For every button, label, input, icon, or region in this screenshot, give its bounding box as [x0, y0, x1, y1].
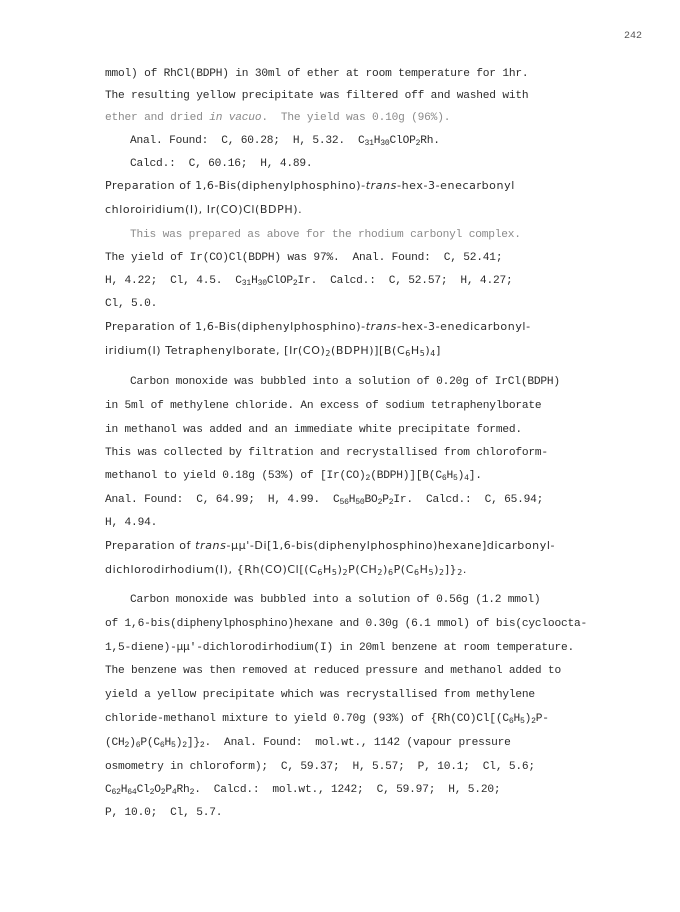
text-line [105, 469, 482, 483]
text-segment: The benzene was then removed at reduced pressure and methanol added to [105, 665, 561, 677]
text-line [130, 157, 312, 171]
subscript: 2 [149, 788, 155, 798]
text-line [105, 664, 561, 678]
text-segment: ) [129, 737, 136, 749]
text-segment: H [446, 470, 453, 482]
text-segment: H [164, 737, 172, 749]
text-segment: ether and dried [105, 112, 210, 124]
text-segment: Preparation of 1,6-Bis(diphenylphosphino)- [105, 320, 366, 333]
text-segment: H [419, 563, 429, 576]
text-segment: H [410, 344, 420, 357]
text-line [105, 320, 531, 334]
text-segment: This was collected by filtration and recrystallised from chloroform- [105, 447, 548, 459]
text-segment: H [120, 784, 128, 796]
text-segment: This was prepared as above for the rhodium carbonyl complex. [130, 229, 521, 241]
text-line [105, 516, 157, 530]
text-line [105, 539, 555, 553]
text-line [105, 423, 522, 437]
text-segment: ) [425, 344, 431, 357]
text-line [105, 712, 549, 726]
subscript: 6 [508, 717, 514, 727]
text-line [105, 297, 157, 311]
subscript: 2 [325, 348, 332, 358]
subscript: 2 [160, 788, 166, 798]
subscript: 31 [364, 139, 374, 149]
subscript: 2 [199, 741, 205, 751]
text-segment: P [382, 494, 389, 506]
text-segment: Rh. [420, 135, 440, 147]
text-segment: 1,5-diene)-μμ'-dichlorodirhodium(I) in 20ml benzene at room temperature. [105, 642, 574, 654]
subscript: 6 [135, 741, 141, 751]
text-segment: in 5ml of methylene chloride. An excess of sodium tetraphenylborate [105, 400, 542, 412]
subscript: 4 [464, 474, 469, 484]
subscript: 6 [413, 567, 420, 577]
text-segment: Cl [136, 784, 150, 796]
text-segment: -hex-3-enecarbonyl [397, 179, 515, 192]
subscript: 5 [520, 717, 525, 727]
text-segment: ) [175, 737, 183, 749]
subscript: 64 [127, 788, 137, 798]
text-segment: yield a yellow precipitate which was recrystallised from methylene [105, 689, 535, 701]
text-segment: The resulting yellow precipitate was filtered off and washed with [105, 90, 529, 102]
text-line [105, 806, 222, 820]
text-line [105, 399, 541, 413]
subscript: 2 [415, 139, 421, 149]
text-segment: Carbon monoxide was bubbled into a solution of 0.56g (1.2 mmol) [130, 594, 541, 606]
text-line [105, 111, 450, 125]
text-segment: Carbon monoxide was bubbled into a solution of 0.20g of IrCl(BDPH) [130, 376, 560, 388]
subscript: 5 [453, 474, 458, 484]
text-segment: Preparation of 1,6-Bis(diphenylphosphino)- [105, 179, 366, 192]
text-segment: . Anal. Found: mol.wt., 1142 (vapour pressure [204, 737, 511, 749]
text-segment: Ir. Calcd.: C, 65.94; [393, 494, 544, 506]
text-segment: C [105, 784, 112, 796]
subscript: 30 [380, 139, 390, 149]
text-segment: Calcd.: C, 60.16; H, 4.89. [130, 158, 313, 170]
subscript: 31 [241, 279, 252, 289]
text-segment: H [323, 563, 332, 576]
text-segment: Preparation of [105, 539, 196, 552]
text-line [105, 736, 511, 750]
text-segment: O [154, 784, 161, 796]
subscript: 2 [292, 279, 298, 289]
text-segment: H, 4.22; Cl, 4.5. C [105, 275, 242, 287]
page-number: 242 [623, 31, 642, 42]
subscript: 6 [317, 567, 324, 577]
text-segment: methanol to yield 0.18g (53%) of [Ir(CO) [105, 470, 366, 482]
subscript: 2 [182, 741, 187, 751]
subscript: 2 [342, 567, 349, 577]
subscript: 4 [430, 348, 436, 358]
text-line [130, 375, 560, 389]
subscript: 62 [111, 788, 121, 798]
subscript: 2 [365, 474, 371, 484]
text-segment: BO [364, 494, 378, 506]
text-line [105, 688, 535, 702]
text-segment: H [513, 713, 520, 725]
text-segment: . The yield was 0.10g (96%). [261, 112, 451, 124]
subscript: 5 [419, 348, 426, 358]
text-segment: ) [524, 713, 532, 725]
text-segment: . [462, 563, 467, 576]
subscript: 2 [439, 567, 445, 577]
subscript: 2 [388, 498, 394, 508]
subscript: 56 [339, 498, 349, 508]
text-segment: ] [435, 344, 441, 357]
text-segment: H [348, 494, 356, 506]
text-line [105, 251, 502, 265]
text-segment: ) [434, 563, 440, 576]
text-segment: H, 4.94. [105, 517, 158, 529]
text-segment: dichlorodirhodium(I), {Rh(CO)Cl[(C [105, 563, 318, 576]
text-segment: P [165, 784, 172, 796]
text-segment: P- [535, 713, 549, 725]
text-line [105, 617, 587, 631]
text-segment: ) [337, 563, 343, 576]
text-segment: ClOP [266, 275, 293, 287]
subscript: 6 [159, 741, 165, 751]
text-line [105, 67, 528, 81]
subscript: 2 [189, 788, 195, 798]
subscript: 2 [531, 717, 536, 727]
text-segment: trans [365, 179, 398, 192]
text-segment: Anal. Found: C, 64.99; H, 4.99. C [105, 494, 340, 506]
text-segment: Rh [176, 784, 190, 796]
text-line [105, 274, 513, 288]
subscript: 30 [257, 279, 267, 289]
text-segment: Anal. Found: C, 60.28; H, 5.32. C [130, 135, 365, 147]
text-line [105, 760, 535, 774]
subscript: 6 [387, 567, 394, 577]
text-segment: (BDPH)][B(C [370, 470, 442, 482]
text-segment: ]} [444, 563, 458, 576]
text-segment: ]. [468, 470, 482, 482]
text-segment: in methanol was added and an immediate white precipitate formed. [105, 424, 522, 436]
text-segment: -μμ'-Di[1,6-bis(diphenylphosphino)hexane]dicarbonyl- [226, 539, 556, 552]
subscript: 5 [331, 567, 338, 577]
text-line [105, 446, 548, 460]
text-line [105, 493, 543, 507]
subscript: 2 [377, 567, 384, 577]
text-segment: H [251, 275, 258, 287]
text-segment: Cl, 5.0. [105, 298, 158, 310]
text-segment: -hex-3-enedicarbonyl- [397, 320, 531, 333]
text-line [105, 89, 528, 103]
subscript: 6 [405, 348, 411, 358]
text-segment: osmometry in chloroform); C, 59.37; H, 5.57; P, 10.1; Cl, 5.6; [105, 761, 535, 773]
text-line [105, 344, 441, 358]
text-segment: chloroiridium(I), Ir(CO)Cl(BDPH). [105, 203, 303, 216]
text-line [105, 179, 515, 193]
text-line [105, 563, 467, 577]
text-line [105, 783, 500, 797]
text-segment: The yield of Ir(CO)Cl(BDPH) was 97%. Anal. Found: C, 52.41; [105, 252, 503, 264]
text-line [130, 134, 440, 148]
text-segment: ]} [186, 737, 200, 749]
text-segment: ) [383, 563, 388, 576]
text-segment: H [373, 135, 381, 147]
subscript: 4 [171, 788, 177, 798]
text-line [130, 593, 540, 607]
text-segment: P(CH [348, 563, 378, 576]
text-segment: iridium(I) Tetraphenylborate, [Ir(CO) [105, 344, 326, 357]
text-line [130, 228, 521, 242]
subscript: 2 [124, 741, 130, 751]
text-line [105, 641, 574, 655]
subscript: 5 [428, 567, 435, 577]
subscript: 5 [171, 741, 176, 751]
text-segment: trans [195, 539, 227, 552]
text-line [105, 203, 302, 217]
text-segment: P(C [393, 563, 414, 576]
text-segment: mmol) of RhCl(BDPH) in 30ml of ether at room temperature for 1hr. [105, 68, 529, 80]
subscript: 2 [377, 498, 383, 508]
text-segment: P, 10.0; Cl, 5.7. [105, 807, 223, 819]
text-segment: Ir. Calcd.: C, 52.57; H, 4.27; [297, 275, 513, 287]
text-segment: ClOP [389, 135, 416, 147]
subscript: 2 [457, 567, 463, 577]
text-segment: P(C [140, 737, 160, 749]
text-segment: chloride-methanol mixture to yield 0.70g (93%) of {Rh(CO)Cl[(C [105, 713, 509, 725]
text-segment: in vacuo [209, 112, 262, 124]
text-segment: (BDPH)][B(C [331, 344, 406, 357]
text-segment: . Calcd.: mol.wt., 1242; C, 59.97; H, 5.20; [194, 784, 501, 796]
text-segment: ) [457, 470, 465, 482]
text-segment: of 1,6-bis(diphenylphosphino)hexane and 0.30g (6.1 mmol) of bis(cycloocta- [105, 618, 588, 630]
subscript: 50 [355, 498, 365, 508]
text-segment: (CH [105, 737, 125, 749]
text-segment: trans [365, 320, 398, 333]
subscript: 6 [441, 474, 447, 484]
